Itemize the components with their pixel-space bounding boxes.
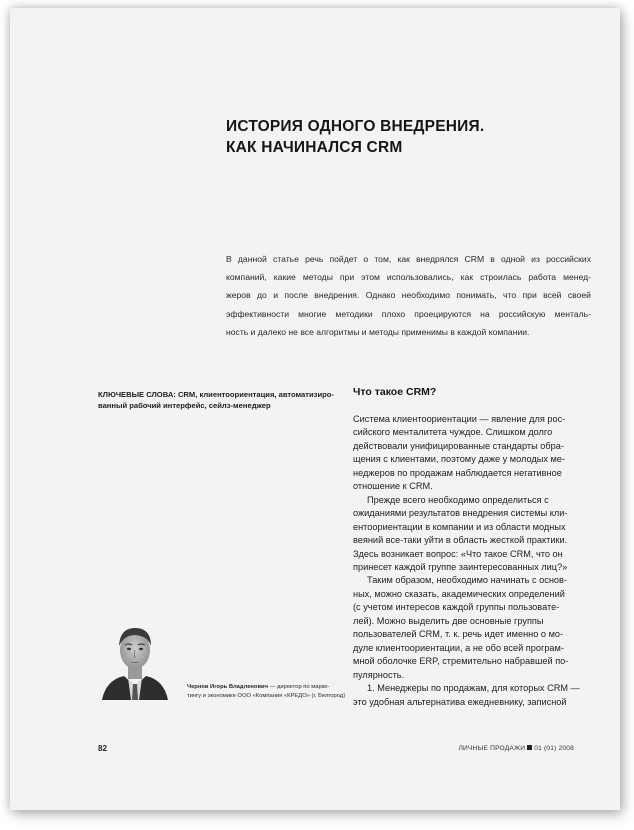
body-line: принесет каждой группе заинтересованных лиц?» [353,561,568,572]
body-line: ных, можно сказать, академических определений [353,588,565,599]
lead-line: жеров до и после внедрения. Однако необходимо понимать, что при всей своей [226,290,591,301]
body-line: лей). Можно выделить две основные группы [353,615,544,626]
body-line: ожиданиями результатов внедрения системы кли- [353,508,568,519]
article-lead [226,250,591,341]
body-line: (с учетом интересов каждой группы пользовате- [353,602,560,613]
keywords-line: ванный рабочий интерфейс, сейлз-менеджер [98,401,271,410]
body-line: это удобная альтернатива ежедневнику, записной [353,696,567,707]
section-heading: Что такое CRM? [353,386,437,398]
body-line: пользователей CRM, т. к. речь идет именно о мо- [353,629,564,640]
lead-line: В данной статье речь пойдет о том, как внедрялся CRM в одной из российских [226,254,591,264]
lead-line: ность и далеко не все алгоритмы и методы применимы в каждой компании. [226,326,530,337]
article-title-line: ИСТОРИЯ ОДНОГО ВНЕДРЕНИЯ. [226,118,485,135]
issue-number: 01 (01) 2008 [534,745,574,752]
article-title [226,116,566,158]
author-caption [187,683,346,701]
article-body [353,413,585,709]
author-role: — директор по марке- [267,684,330,690]
body-line: ентоориентации в компании и из области модных [353,521,566,532]
body-line: пулярность. [353,669,405,680]
article-title-line: КАК НАЧИНАЛСЯ CRM [226,139,403,156]
body-line: Система клиентоориентации — явление для рос- [353,414,566,424]
body-line: веяний все-таки уйти в область жесткой практики. [353,535,568,546]
body-line: мной оболочке ERP, стремительно набравшей по- [353,656,569,667]
keywords [98,389,334,411]
body-line: дуле клиентоориентации, а не обо всей програм- [353,642,564,653]
body-line: сийского менталитета чуждое. Слишком долго [353,427,553,438]
page-number: 82 [98,744,107,753]
magazine-page [10,8,620,810]
body-line: Таким образом, необходимо начинать с основ- [367,575,567,586]
caption-line [187,683,337,692]
body-line: Здесь возникает вопрос: «Что такое CRM, что он [353,548,563,559]
running-footer [458,745,574,752]
magazine-name: ЛИЧНЫЕ ПРОДАЖИ [458,745,526,752]
body-line: 1. Менеджеры по продажам, для которых CRM — [367,683,580,694]
body-line: Прежде всего необходимо определиться с [367,494,549,505]
body-line: действовали унифицированные стандарты обра- [353,440,564,451]
lead-line: эффективности многие методики плохо проецируются на российскую менталь- [226,308,591,319]
lead-line: компаний, какие методы при этом использовались, как строилась работа менед- [226,272,591,283]
caption-line: тингу и экономике ООО «Компания «КРЕДО» (г. Белгород) [187,693,346,699]
square-bullet-icon [527,745,532,750]
keywords-line: КЛЮЧЕВЫЕ СЛОВА: CRM, клиентоориентация, автоматизиро- [98,390,334,399]
author-photo [98,620,172,700]
body-line: отношение к CRM. [353,481,433,492]
body-line: щения с клиентами, поэтому даже у молодых ме- [353,454,565,465]
author-name: Чернов Игорь Владленович [187,684,268,690]
body-line: неджеров по продажам наблюдается негативное [353,467,562,478]
